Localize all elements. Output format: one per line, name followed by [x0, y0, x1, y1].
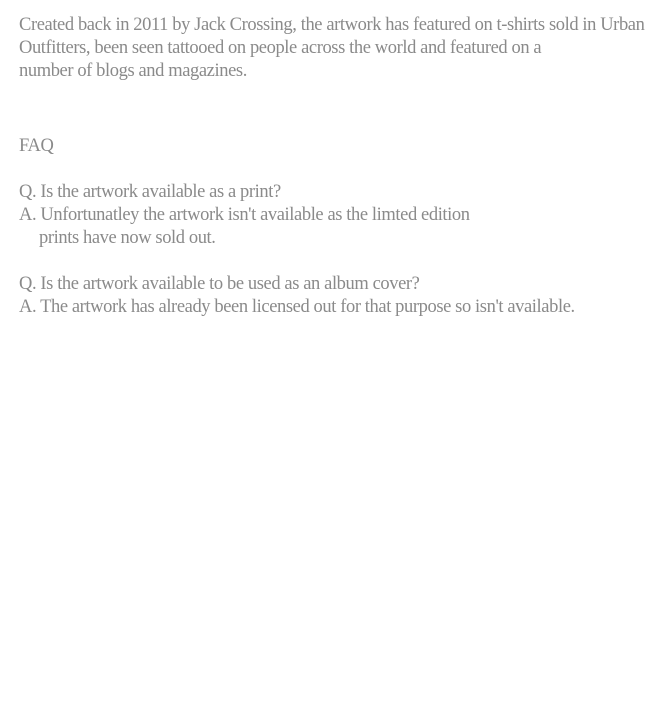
faq-answer: A. Unfortunatley the artwork isn't available as the limted edition	[19, 205, 470, 225]
faq-item	[19, 181, 639, 250]
faq-heading: FAQ	[19, 136, 54, 156]
faq-answer-continued: prints have now sold out.	[39, 228, 216, 248]
page-content	[19, 14, 645, 342]
intro-paragraph	[19, 14, 645, 83]
faq-answer: A. The artwork has already been licensed out for that purpose so isn't available.	[19, 297, 575, 317]
intro-line: number of blogs and magazines.	[19, 61, 247, 81]
faq-list	[19, 181, 639, 319]
intro-line: Created back in 2011 by Jack Crossing, the artwork has featured on t-shirts sold in Urban	[19, 15, 645, 35]
intro-line: Outfitters, been seen tattooed on people across the world and featured on a	[19, 38, 542, 58]
faq-question: Q. Is the artwork available to be used as an album cover?	[19, 274, 420, 294]
faq-item	[19, 273, 639, 319]
faq-question: Q. Is the artwork available as a print?	[19, 182, 281, 202]
